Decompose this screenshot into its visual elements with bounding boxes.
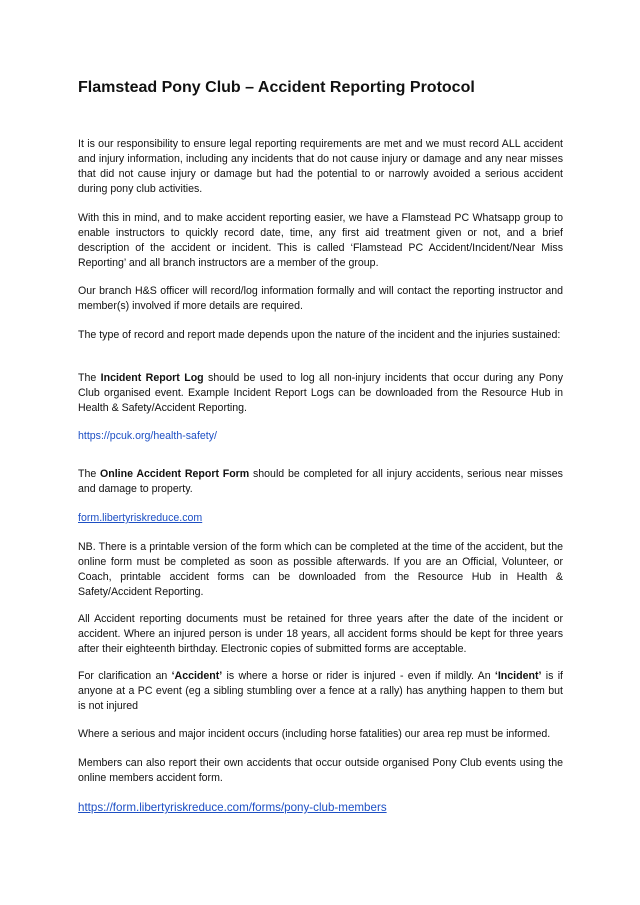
paragraph-members-report: Members can also report their own accidents that occur outside organised Pony Club events using the online members accident form.	[78, 757, 563, 784]
paragraph-link-liberty-form	[78, 511, 563, 526]
health-safety-link[interactable]: https://pcuk.org/health-safety/	[78, 430, 217, 442]
online-accident-report-form-term: Online Accident Report Form	[100, 468, 250, 480]
liberty-risk-form-link[interactable]: form.libertyriskreduce.com	[78, 512, 203, 524]
text-segment: should be completed for all injury accidents, serious near misses and damage to property.	[78, 468, 563, 495]
page-title: Flamstead Pony Club – Accident Reporting Protocol	[78, 79, 475, 96]
paragraph-whatsapp-group: With this in mind, and to make accident reporting easier, we have a Flamstead PC Whatsapp group to enable instructors to quickly record date, time, any first aid treatment given or not, and a brief description of the accident or incident. This is called ‘Flamstead PC Accident/Incident/Near Miss Reporting’ and all branch instructors are a member of the group.	[78, 212, 563, 269]
paragraph-clarification	[78, 669, 563, 714]
paragraph-link-members-form	[78, 800, 563, 815]
paragraph-link-health-safety	[78, 429, 563, 444]
paragraph-retention: All Accident reporting documents must be retained for three years after the date of the incident or accident. Where an injured person is under 18 years, all accident forms should be kept for three years after their eighteenth birthday. Electronic copies of submitted forms are acceptable.	[78, 613, 563, 655]
text-segment: should be used to log all non-injury incidents that occur during any Pony Club organised event. Example Incident Report Logs can be downloaded from the Resource Hub in Health & Safety/Accident Reporting.	[78, 372, 564, 414]
paragraph-incident-report-log	[78, 371, 563, 416]
paragraph-record-type: The type of record and report made depends upon the nature of the incident and the injuries sustained:	[78, 329, 561, 341]
paragraph-serious-incident: Where a serious and major incident occurs (including horse fatalities) our area rep must be informed.	[78, 728, 551, 740]
text-segment: is if anyone at a PC event (eg a sibling stumbling over a fence at a rally) has anything happen to them but is not injured	[78, 670, 563, 712]
accident-term: ‘Accident’	[171, 670, 223, 682]
paragraph-online-accident-form	[78, 467, 563, 497]
text-segment: For clarification an	[78, 670, 172, 682]
text-segment: The	[78, 468, 101, 480]
incident-term: ‘Incident’	[494, 670, 542, 682]
incident-report-log-term: Incident Report Log	[100, 372, 204, 384]
paragraph-printable-form: NB. There is a printable version of the form which can be completed at the time of the accident, but the online form must be completed as soon as possible afterwards. If you are an Official, Volunteer, or Coach, printable accident forms can be downloaded from the Resource Hub in Health & Safety/Accident Reporting.	[78, 541, 563, 598]
paragraph-hs-officer: Our branch H&S officer will record/log information formally and will contact the reporting instructor and member(s) involved if more details are required.	[78, 285, 563, 312]
pony-club-members-form-link[interactable]: https://form.libertyriskreduce.com/forms/pony-club-members	[78, 801, 387, 814]
text-segment: The	[78, 372, 101, 384]
paragraph-responsibility: It is our responsibility to ensure legal reporting requirements are met and we must record ALL accident and injury information, including any incidents that do not cause injury or damage and any near misses that did not cause injury or damage but had the potential to or narrowly avoided a serious accident during pony club activities.	[78, 138, 563, 195]
text-segment: is where a horse or rider is injured - even if mildly. An	[222, 670, 495, 682]
